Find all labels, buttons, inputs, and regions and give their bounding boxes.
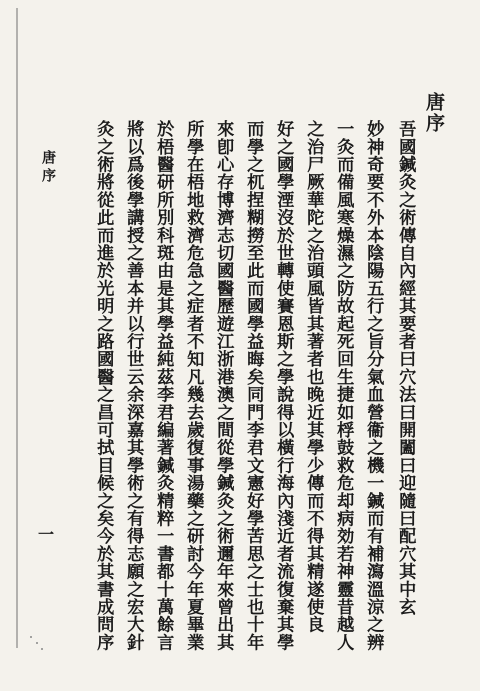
text-column-7: 來卽心存博濟志切國醫歷遊江浙港澳之間從學鍼灸之術邇年來曾出其 bbox=[213, 120, 234, 651]
text-column-10: 將以爲後學講授之善本并以行世云余深嘉其學術之有得志願之宏大針 bbox=[123, 120, 144, 651]
paper-speck bbox=[41, 648, 43, 650]
page-edge-shadow bbox=[16, 8, 18, 648]
text-column-4: 之治尸厥華陀之治頭風皆其著者也晚近其學少傳而不得其精遂使良 bbox=[303, 120, 324, 634]
text-column-2: 妙神奇要不外本陰陽五行之旨分氣血營衞之機一鍼而有補瀉溫涼之辨 bbox=[363, 120, 384, 651]
paper-speck bbox=[36, 642, 38, 644]
running-head: 唐序 bbox=[40, 150, 56, 186]
page-number: 一 bbox=[38, 525, 55, 544]
text-column-6: 而學之杌捏糊撈至此而國學益晦矣同門李君文憲好學苦思之士也十年 bbox=[243, 120, 264, 651]
text-column-9: 於梧醫研所別科斑由是其學益純茲李君編著鍼灸精粹一書都十萬餘言 bbox=[153, 120, 174, 651]
text-column-5: 好之國學湮沒於世轉使賽恩斯之學說得以橫行海內淺近者流復棄其學 bbox=[273, 120, 294, 651]
text-column-8: 所學在梧地救濟危急之症者不知凡幾去歲復事湯藥之研討今年夏畢業 bbox=[183, 120, 204, 651]
paper-speck bbox=[30, 636, 32, 638]
text-column-3: 一灸而備風寒燥濕之防故起死回生捷如桴鼓救危却病効若神靈昔越人 bbox=[333, 120, 354, 651]
preface-title: 唐序 bbox=[423, 92, 445, 134]
text-column-11: 灸之術將從此而進於光明之路國醫之昌可拭目候之矣今於其書成問序 bbox=[93, 120, 114, 651]
text-column-1: 吾國鍼灸之術傳自內經其要者曰穴法曰開闔曰迎隨曰配穴其中玄 bbox=[395, 120, 416, 616]
